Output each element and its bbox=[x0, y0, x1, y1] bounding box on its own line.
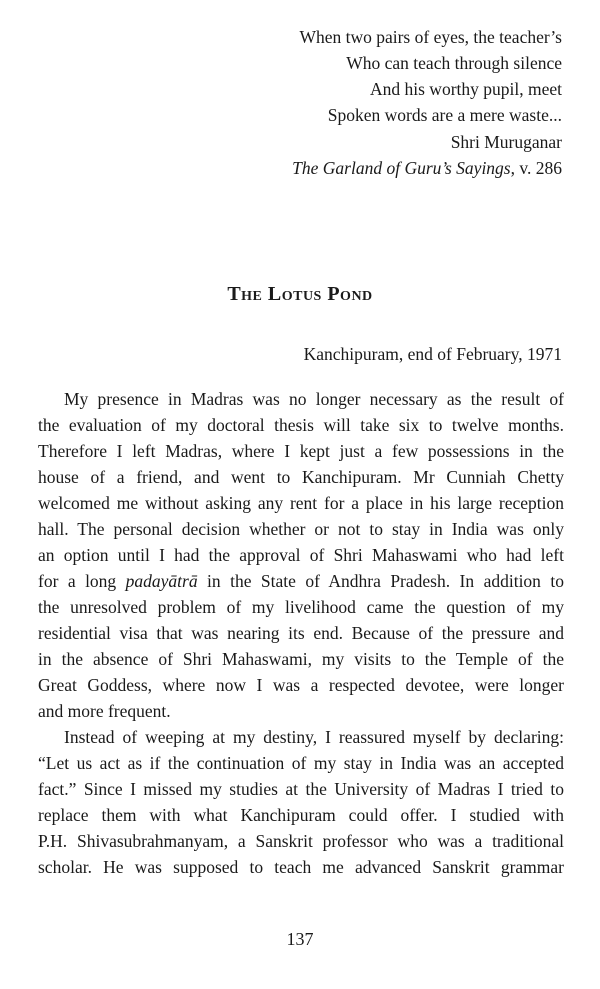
paragraph-2 bbox=[38, 724, 564, 880]
epigraph-author: Shri Muruganar bbox=[450, 132, 562, 152]
text-line: welcomed me without asking any rent for a place in his large reception bbox=[38, 493, 564, 513]
text-line: an option until I had the approval of Shri Mahaswami who had left bbox=[38, 545, 564, 565]
text-line: Great Goddess, where now I was a respected devotee, were longer bbox=[38, 675, 564, 695]
epigraph-verse: , v. 286 bbox=[510, 158, 562, 178]
text-line: “Let us act as if the continuation of my stay in India was an accepted bbox=[38, 753, 564, 773]
text-line: P.H. Shivasubrahmanyam, a Sanskrit professor who was a traditional bbox=[38, 831, 564, 851]
text-line: Therefore I left Madras, where I kept just a few possessions in the bbox=[38, 441, 564, 461]
text-line: in the absence of Shri Mahaswami, my visits to the Temple of the bbox=[38, 649, 564, 669]
text-line: Instead of weeping at my destiny, I reassured myself by declaring: bbox=[64, 727, 564, 747]
text-line: fact.” Since I missed my studies at the University of Madras I tried to bbox=[38, 779, 564, 799]
dateline: Kanchipuram, end of February, 1971 bbox=[303, 344, 562, 364]
text-line: replace them with what Kanchipuram could offer. I studied with bbox=[38, 805, 564, 825]
text-line: scholar. He was supposed to teach me advanced Sanskrit grammar bbox=[38, 857, 564, 877]
text-line: house of a friend, and went to Kanchipuram. Mr Cunniah Chetty bbox=[38, 467, 564, 487]
chapter-title: The Lotus Pond bbox=[227, 283, 373, 305]
page-number: 137 bbox=[286, 929, 314, 949]
epigraph-line: Who can teach through silence bbox=[346, 53, 562, 73]
epigraph-line: Spoken words are a mere waste... bbox=[327, 105, 562, 125]
paragraph-1 bbox=[38, 386, 564, 724]
body-text bbox=[38, 386, 564, 880]
epigraph-book-title: The Garland of Guru’s Sayings bbox=[292, 158, 511, 178]
epigraph-line: When two pairs of eyes, the teacher’s bbox=[299, 27, 562, 47]
text-line: the evaluation of my doctoral thesis will take six to twelve months. bbox=[38, 415, 564, 435]
text-line bbox=[38, 568, 564, 594]
text-line: My presence in Madras was no longer necessary as the result of bbox=[64, 389, 564, 409]
text-line: residential visa that was nearing its end. Because of the pressure and bbox=[38, 623, 564, 643]
epigraph-source bbox=[142, 155, 562, 181]
text-line: the unresolved problem of my livelihood came the question of my bbox=[38, 597, 564, 617]
text-line: and more frequent. bbox=[38, 701, 171, 721]
italic-term: padayātrā bbox=[125, 571, 198, 591]
text-line: hall. The personal decision whether or not to stay in India was only bbox=[38, 519, 564, 539]
epigraph-line: And his worthy pupil, meet bbox=[370, 79, 562, 99]
epigraph bbox=[142, 24, 562, 181]
text-fragment: for a long bbox=[38, 571, 126, 591]
text-fragment: in the State of Andhra Pradesh. In addition to bbox=[197, 571, 564, 591]
